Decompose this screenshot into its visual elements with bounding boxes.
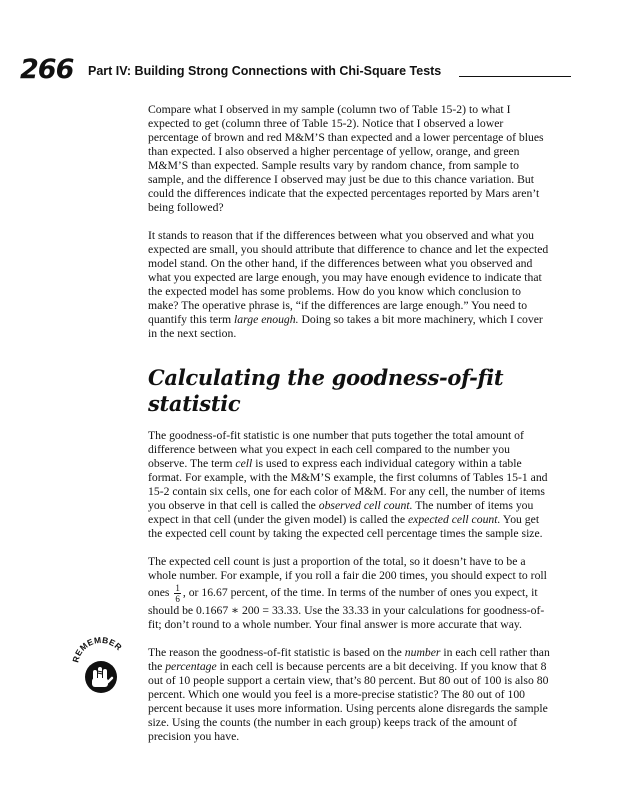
emphasis-term: percentage [165,660,217,673]
text-run: Doing so takes a bit more machinery, which I cover in the next section. [148,313,543,340]
svg-text:REMEMBER [70,635,124,664]
header-rule [459,76,571,77]
emphasis-term: large enough. [234,313,299,326]
paragraph-observed-vs-expected: Compare what I observed in my sample (column two of Table 15-2) to what I expected to get (column three of Table 15-2). Notice that I observed a lower percentage of brown and red M&M’S than expected and a lower percentage of blues than expected. I also observed a higher percentage of yellow, orange, and green M&M’S than expected. Sample results vary by random chance, from sample to sample, and the difference I observed may just be due to this chance variation. But could the differences indicate that the expected percentages reported by Mars aren’t being followed? [148,103,544,214]
part-title: Part IV: Building Strong Connections with Chi-Square Tests [88,64,442,78]
page-number: 266 [20,54,74,85]
text-run: It stands to reason that if the differences between what you observed and what you expected are small, you should attribute that difference to chance and let the expected model stand. On the other hand, if the differences between what you observed and what you expected are large enough, you may have enough evidence to indicate that the expected model has some problems. How do you know which conclusion to make? The operative phrase is, “if the differences are large enough.” You need to quantify this term [148,229,549,326]
text-run: , or 16.67 percent, of the time. In terms of the number of ones you expect, it should be 0.1667 ∗ 200 = 33.33. Use the 33.33 in your calculations for goodness-of-fit; don’t round to a whole number. Your final answer is more accurate that way. [148,586,545,631]
remember-label: REMEMBER [70,634,125,664]
fraction-numerator: 1 [175,583,180,593]
text-run: The number of items you expect in that cell (under the given model) is called the [148,499,534,526]
paragraph-counts-vs-percents [148,646,552,744]
paragraph-goodness-of-fit-definition [148,429,552,541]
text-run: in each cell rather than the [148,646,550,673]
text-run: The expected cell count is just a proportion of the total, so it doesn’t have to be a whole number. For example, if you roll a fair die 200 times, you should expect to roll ones [148,555,547,600]
page-header [20,55,551,85]
emphasis-term: observed cell count. [318,499,413,512]
text-run: The goodness-of-fit statistic is one number that puts together the total amount of difference between what you expect in each cell compared to the number you observe. The term [148,429,524,470]
paragraph-expected-cell-count [148,555,552,632]
remember-icon-graphic [70,632,130,702]
fraction-denominator: 6 [175,594,180,604]
emphasis-term: cell [235,457,253,470]
remember-icon [70,632,130,702]
text-run: The reason the goodness-of-fit statistic is based on the [148,646,405,659]
text-run: is used to express each individual category within a table format. For example, with the M&M’S example, the first columns of Tables 15-1 and 15-2 contain six cells, one for each color of M&M. For any cell, the number of items you observe in that cell is called the [148,457,548,512]
emphasis-term: expected cell count. [407,513,501,526]
emphasis-term: number [404,646,441,659]
fraction-one-sixth [174,583,181,604]
page-body [148,103,552,758]
section-heading: Calculating the goodness-of-fit statistic [148,365,504,416]
paragraph-large-enough [148,229,552,341]
text-run: You get the expected cell count by taking the expected cell percentage times the sample size. [148,513,543,540]
text-run: in each cell is because percents are a bit deceiving. If you know that 8 out of 10 people support a certain view, that’s 80 percent. But 80 out of 100 is also 80 percent. Which one would you feel is a more-precise statistic? The 80 out of 100 percent because it uses more information. Using percents alone disregards the sample size. Using the counts (the number in each group) keeps track of the amount of precision you have. [148,660,549,743]
